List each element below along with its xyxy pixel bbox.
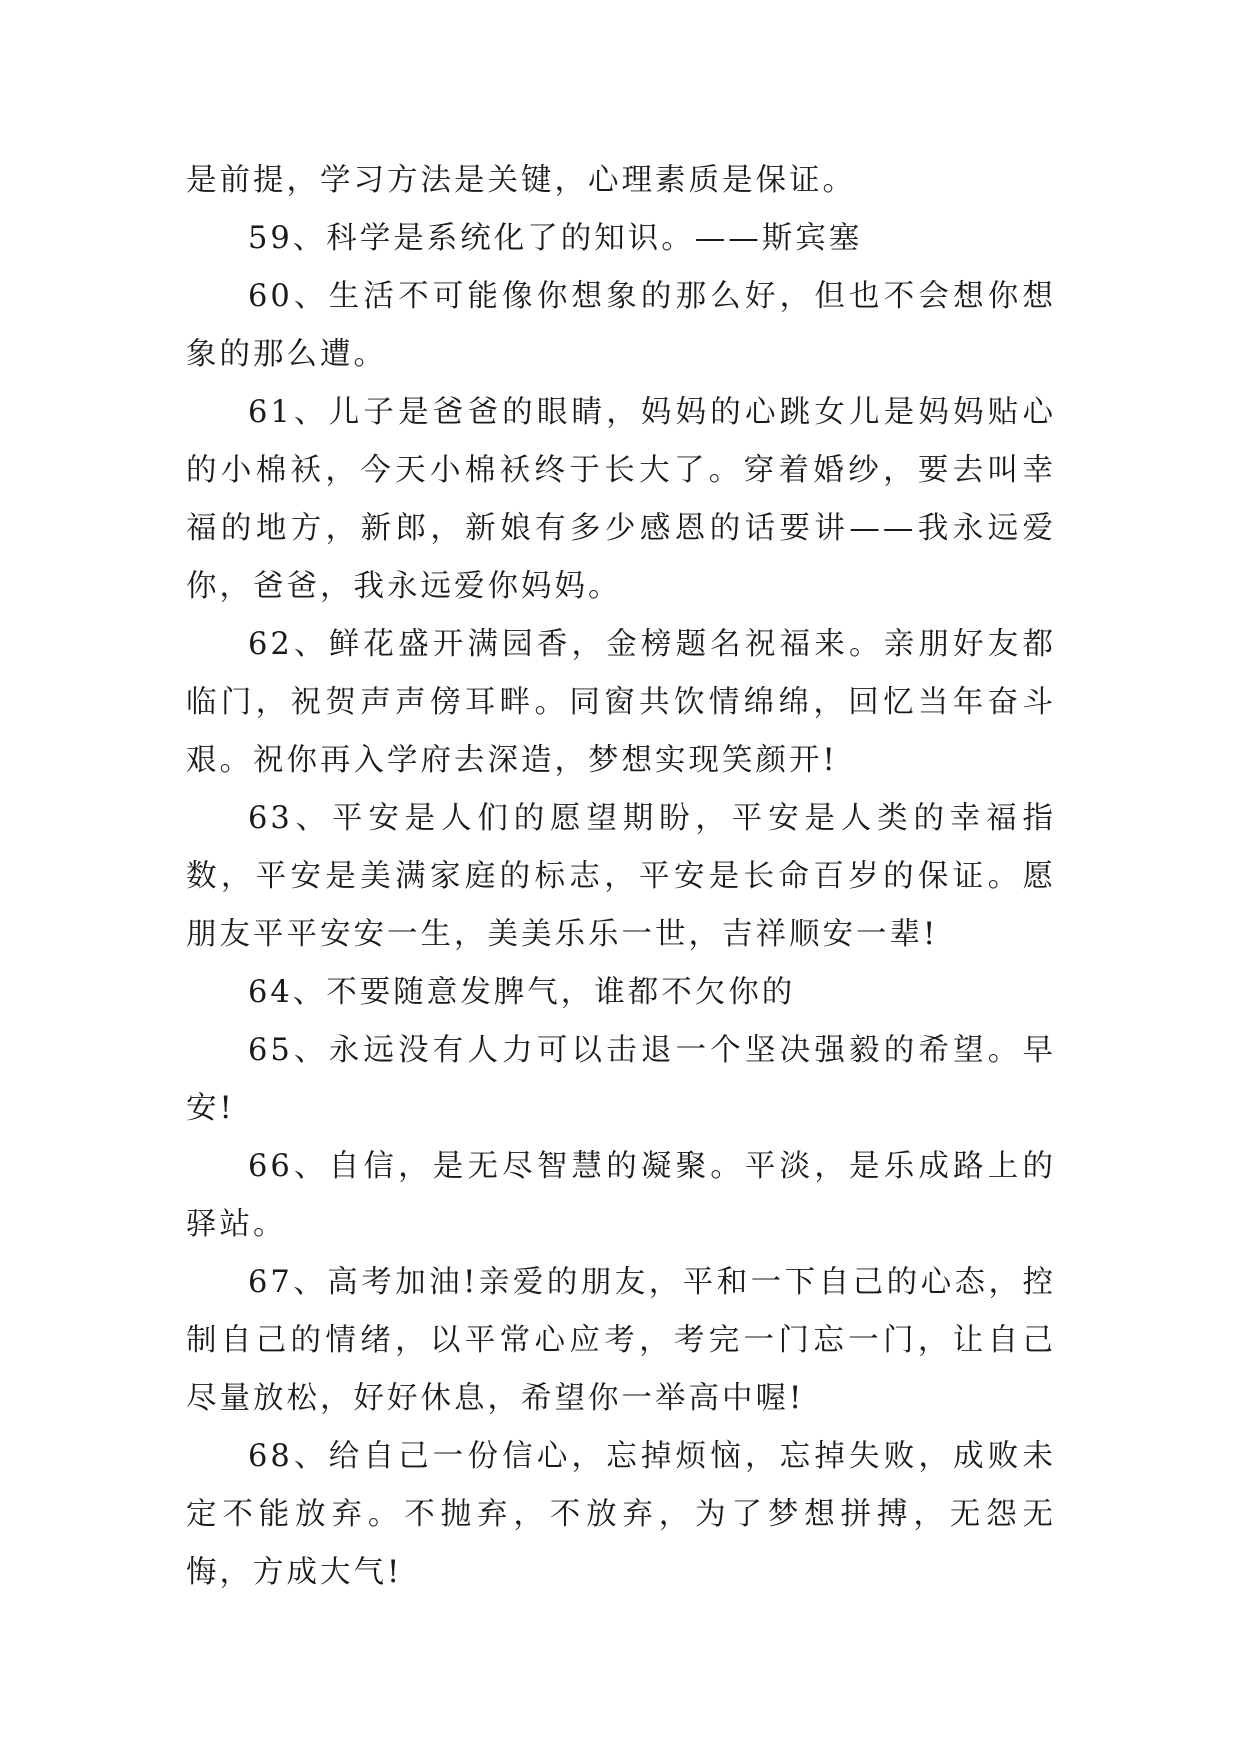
- paragraph: 60、生活不可能像你想象的那么好，但也不会想你想象的那么遭。: [186, 279, 1056, 372]
- paragraph: 65、永远没有人力可以击退一个坚决强毅的希望。早安!: [186, 1033, 1056, 1126]
- paragraph: 63、平安是人们的愿望期盼，平安是人类的幸福指数，平安是美满家庭的标志，平安是长命百岁的保证。愿朋友平平安安一生，美美乐乐一世，吉祥顺安一辈!: [186, 801, 1056, 952]
- paragraph: 61、儿子是爸爸的眼睛，妈妈的心跳女儿是妈妈贴心的小棉袄，今天小棉袄终于长大了。穿着婚纱，要去叫幸福的地方，新郎，新娘有多少感恩的话要讲——我永远爱你，爸爸，我永远爱你妈妈。: [186, 395, 1056, 604]
- paragraph: 66、自信，是无尽智慧的凝聚。平淡，是乐成路上的驿站。: [186, 1149, 1056, 1242]
- paragraph: 67、高考加油!亲爱的朋友，平和一下自己的心态，控制自己的情绪，以平常心应考，考完一门忘一门，让自己尽量放松，好好休息，希望你一举高中喔!: [186, 1265, 1056, 1416]
- paragraph: 是前提，学习方法是关键，心理素质是保证。: [186, 163, 856, 198]
- paragraph: 59、科学是系统化了的知识。——斯宾塞: [248, 221, 863, 256]
- paragraph: 62、鲜花盛开满园香，金榜题名祝福来。亲朋好友都临门，祝贺声声傍耳畔。同窗共饮情绵绵，回忆当年奋斗艰。祝你再入学府去深造，梦想实现笑颜开!: [186, 627, 1056, 778]
- document-body: [186, 152, 1056, 1602]
- paragraph: 68、给自己一份信心，忘掉烦恼，忘掉失败，成败未定不能放弃。不抛弃，不放弃，为了梦想拼搏，无怨无悔，方成大气!: [186, 1439, 1056, 1590]
- paragraph: 64、不要随意发脾气，谁都不欠你的: [248, 975, 796, 1010]
